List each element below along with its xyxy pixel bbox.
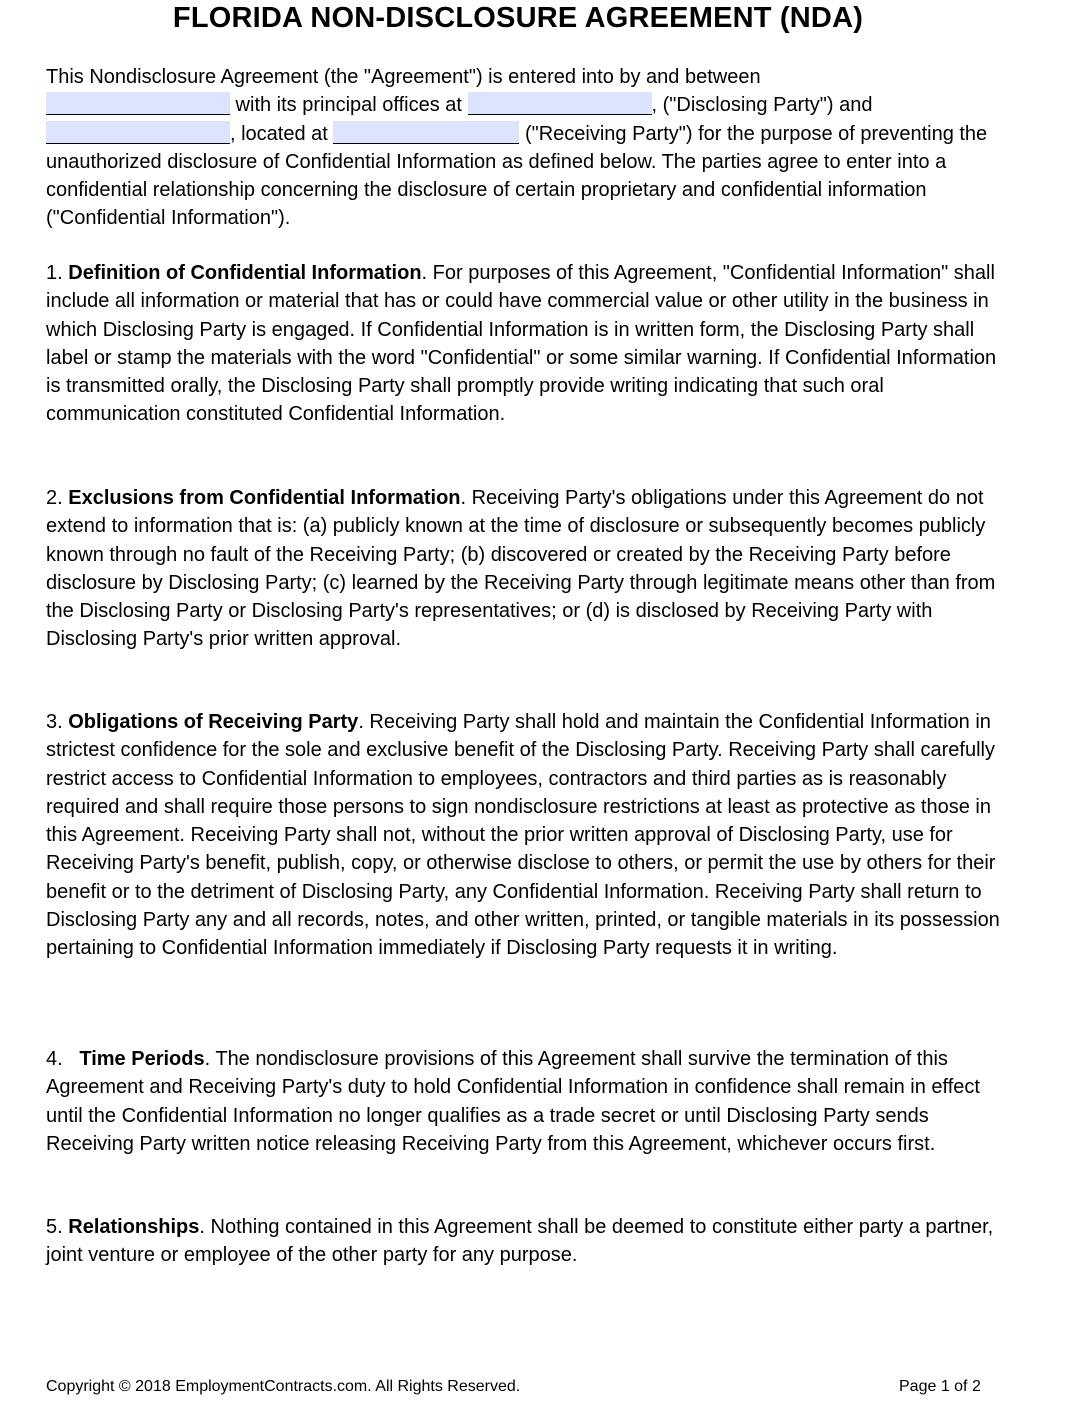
section-1-body: . For purposes of this Agreement, "Confidential Information" shall include all information or material that has or could have commercial value or other utility in the business in which Disclosing Party is engaged. If Confidential Information is in written form, the Disclosing Party shall label or stamp the materials with the word "Confidential" or some similar warning. If Confidential Information is transmitted orally, the Disclosing Party shall promptly provide writing indicating that such oral communication constituted Confidential Information. xyxy=(46,262,997,426)
section-3-number: 3. xyxy=(46,711,69,733)
section-1-number: 1. xyxy=(46,262,69,284)
section-2-heading: Exclusions from Confidential Information xyxy=(68,487,461,509)
receiving-party-name-field[interactable] xyxy=(46,121,230,144)
section-5-paragraph xyxy=(46,1213,1006,1270)
intro-text-5: ("Receiving Party") for the purpose of preventing the unauthorized disclosure of Confidential Information as defined below. The parties agree to enter into a confidential relationship concerning the disclosure of certain proprietary and confidential information ("Confidential Information"). xyxy=(46,122,988,230)
section-2-number: 2. xyxy=(46,487,69,509)
section-4-number: 4. xyxy=(46,1048,80,1070)
section-4-body: . The nondisclosure provisions of this Agreement shall survive the termination of this Agreement and Receiving Party's duty to hold Confidential Information in confidence shall remain in effect until the Confidential Information no longer qualifies as a trade secret or until Disclosing Party sends Receiving Party written notice releasing Receiving Party from this Agreement, whichever occurs first. xyxy=(46,1048,986,1155)
section-3-heading: Obligations of Receiving Party xyxy=(68,711,359,733)
section-5-number: 5. xyxy=(46,1216,69,1238)
section-1-heading: Definition of Confidential Information xyxy=(68,262,422,284)
section-5-body: . Nothing contained in this Agreement shall be deemed to constitute either party a partner, joint venture or employee of the other party for any purpose. xyxy=(46,1216,994,1267)
disclosing-party-name-field[interactable] xyxy=(46,92,230,115)
receiving-party-address-field[interactable] xyxy=(333,121,519,144)
intro-paragraph xyxy=(46,63,1006,233)
intro-text-4: , located at xyxy=(230,122,334,145)
intro-text-1: This Nondisclosure Agreement (the "Agreement") is entered into by and between xyxy=(46,66,761,88)
section-5-heading: Relationships xyxy=(68,1216,200,1238)
section-4-paragraph xyxy=(46,1045,1006,1158)
disclosing-party-address-field[interactable] xyxy=(468,92,652,115)
footer-copyright: Copyright © 2018 EmploymentContracts.com. All Rights Reserved. xyxy=(46,1378,521,1395)
section-2-paragraph xyxy=(46,484,1006,654)
section-2-body: . Receiving Party's obligations under this Agreement do not extend to information that is: (a) publicly known at the time of disclosure or subsequently becomes publicly known through no fault of the Receiving Party; (b) discovered or created by the Receiving Party before disclosure by Disclosing Party; (c) learned by the Receiving Party through legitimate means other than from the Disclosing Party or Disclosing Party's representatives; or (d) is disclosed by Receiving Party with Disclosing Party's prior written approval. xyxy=(46,487,996,651)
section-4-heading: Time Periods xyxy=(79,1048,205,1070)
section-3-paragraph xyxy=(46,708,1006,962)
intro-text-3: , ("Disclosing Party") and xyxy=(651,94,873,117)
section-3-body: . Receiving Party shall hold and maintain the Confidential Information in strictest confidence for the sole and exclusive benefit of the Disclosing Party. Receiving Party shall carefully restrict access to Confidential Information to employees, contractors and third parties as is reasonably required and shall require those persons to sign nondisclosure restrictions at least as protective as those in this Agreement. Receiving Party shall not, without the prior written approval of Disclosing Party, use for Receiving Party's benefit, publish, copy, or otherwise disclose to others, or permit the use by others for their benefit or to the detriment of Disclosing Party, any Confidential Information. Receiving Party shall return to Disclosing Party any and all records, notes, and other written, printed, or tangible materials in its possession pertaining to Confidential Information immediately if Disclosing Party requests it in writing. xyxy=(46,711,1000,959)
footer-page-number: Page 1 of 2 xyxy=(899,1378,981,1395)
document-title: FLORIDA NON-DISCLOSURE AGREEMENT (NDA) xyxy=(172,2,864,34)
section-1-paragraph xyxy=(46,259,1006,429)
intro-text-2: with its principal offices at xyxy=(230,94,468,117)
